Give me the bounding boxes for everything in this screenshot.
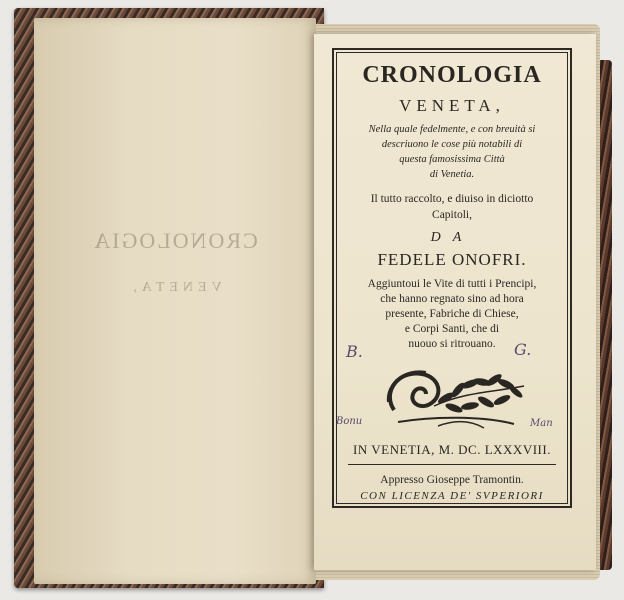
handwritten-initial-left: B. (346, 342, 363, 361)
publisher-line: Appresso Gioseppe Tramontin. (380, 474, 524, 486)
printers-device-ornament-icon (374, 362, 530, 434)
description-line: Nella quale fedelmente, e con breuità si (368, 124, 536, 135)
addition-line: nuouo si ritrouano. (408, 338, 496, 350)
imprint-line: IN VENETIA, M. DC. LXXXVIII. (353, 442, 551, 457)
bleed-through-subtitle: VENETA, (128, 280, 222, 295)
title-page (314, 34, 596, 570)
flyleaf-page (34, 18, 316, 584)
description-line: descriuono le cose più notabili di (381, 139, 523, 150)
description-line: di Venetia. (429, 169, 475, 180)
book-title: CRONOLOGIA (362, 62, 542, 88)
division-line: Il tutto raccolto, e diuiso in diciotto (370, 193, 534, 205)
title-page-border (332, 48, 572, 508)
by-line: DA (430, 230, 474, 245)
bleed-through-title: CRONOLOGIA (92, 228, 258, 253)
handwritten-word-left: Bonu (336, 416, 363, 427)
addition-line: e Corpi Santi, che di (404, 323, 500, 335)
addition-line: Aggiuntoui le Vite di tutti i Prencipi, (367, 278, 537, 290)
author-name: FEDELE ONOFRI. (377, 250, 527, 269)
book-subtitle: VENETA, (399, 96, 505, 115)
addition-line: presente, Fabriche di Chiese, (385, 308, 519, 320)
division-line: Capitoli, (432, 209, 472, 221)
description-line: questa famosissima Città (399, 154, 505, 165)
license-line: CON LICENZA DE' SVPERIORI (360, 490, 544, 502)
addition-line: che hanno regnato sino ad hora (380, 293, 524, 305)
handwritten-word-right: Man (530, 418, 553, 429)
handwritten-initial-right: G. (514, 340, 532, 359)
imprint-rule (348, 464, 556, 465)
